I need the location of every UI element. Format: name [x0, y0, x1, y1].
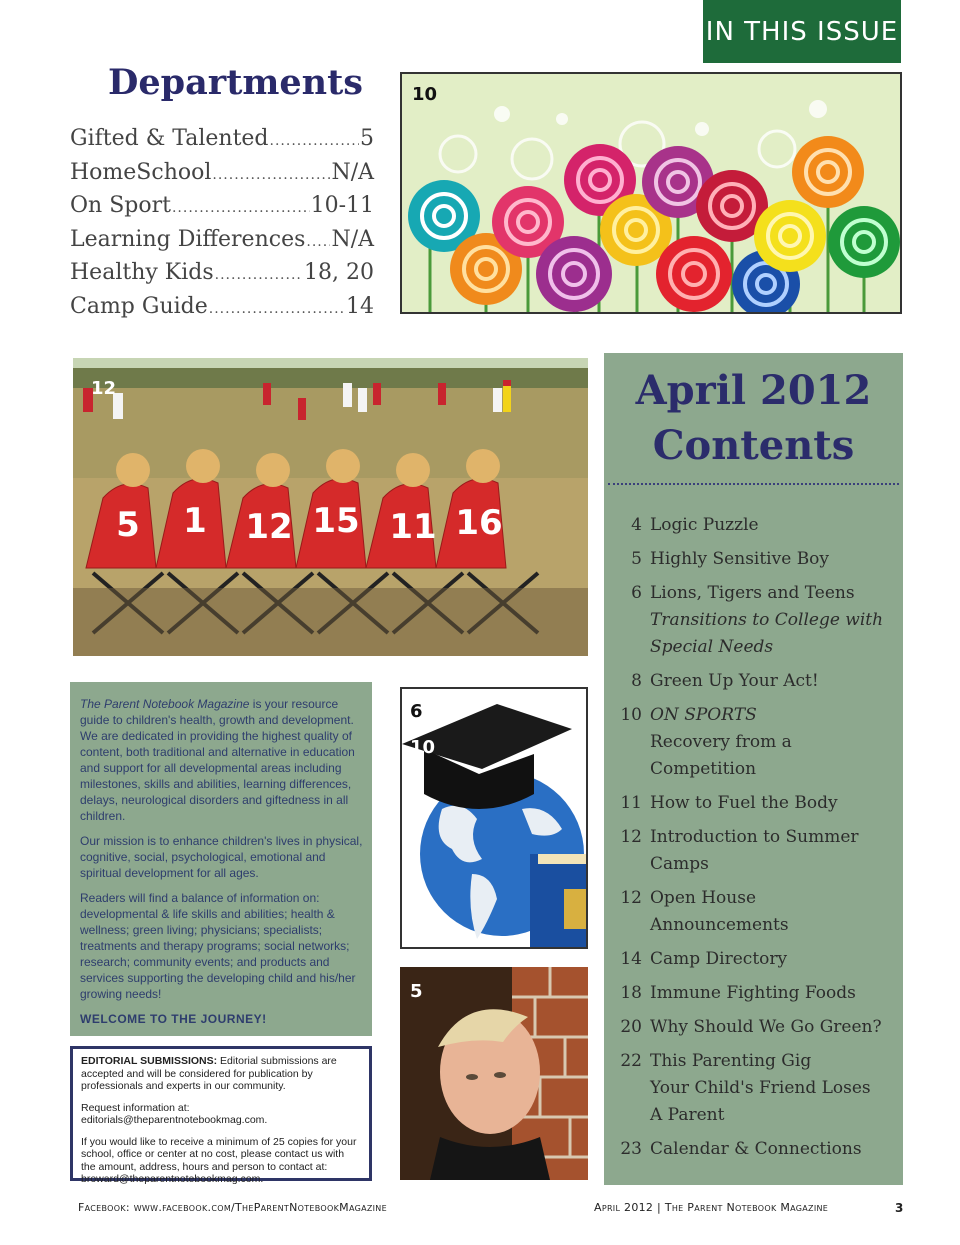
contents-title-text: Green Up Your Act! — [650, 671, 819, 691]
about-paragraph: Readers will find a balance of information on: developmental & life skills and abilities; health & wellness; green living; physicians; specialists; treatments and therapy programs; social networks; research; community events; and products and services supporting the developing child and his/her growing needs! — [80, 891, 356, 1001]
contents-page: 14 — [620, 949, 642, 969]
contents-title-text: Competition — [650, 759, 757, 779]
contents-page: 11 — [620, 793, 642, 813]
contents-title-text: Introduction to Summer — [650, 827, 859, 847]
contents-section-label: ON SPORTS — [650, 705, 757, 725]
contents-page: 10 — [620, 705, 642, 725]
jersey-number: 5 — [116, 505, 140, 545]
contents-item[interactable] — [619, 702, 899, 783]
contents-title-text: Immune Fighting Foods — [650, 983, 856, 1003]
department-item[interactable] — [70, 160, 374, 194]
page-number: 3 — [895, 1201, 904, 1215]
editorial-copies-paragraph: If you would like to receive a minimum of 25 copies for your school, office or center at no cost, please contact us with the amount, address, hours and person to contact at: broward@theparentnotebookmag.com. — [81, 1135, 357, 1185]
contents-item[interactable] — [619, 668, 899, 695]
department-item[interactable] — [70, 227, 374, 261]
editorial-label: EDITORIAL SUBMISSIONS: — [81, 1055, 218, 1067]
departments-list — [70, 126, 374, 327]
departments-title: Departments — [108, 62, 363, 103]
jersey-number: 12 — [245, 507, 293, 547]
department-page: 10-11 — [310, 193, 374, 218]
editorial-box — [70, 1046, 372, 1185]
leader-dots — [212, 167, 330, 183]
contents-page: 12 — [620, 888, 642, 908]
contents-item[interactable] — [619, 1014, 899, 1041]
department-label: Gifted & Talented — [70, 126, 269, 151]
contents-title-text: Highly Sensitive Boy — [650, 549, 830, 569]
magazine-name: The Parent Notebook Magazine — [80, 697, 250, 711]
contents-item[interactable] — [619, 546, 899, 573]
welcome-text: WELCOME TO THE JOURNEY! — [80, 1012, 267, 1026]
contents-title-text: Calendar & Connections — [650, 1139, 862, 1159]
department-page: N/A — [331, 159, 374, 185]
contents-subtitle: Transitions to College with — [650, 610, 884, 630]
editorial-text: Editorial submissions are accepted and will be considered for publication by professionals and experts in our community. — [81, 1055, 337, 1092]
contents-item[interactable] — [619, 580, 899, 661]
contents-panel — [604, 353, 903, 1185]
boy-photo[interactable] — [400, 967, 588, 1180]
soccer-art — [73, 358, 588, 656]
leader-dots — [270, 133, 359, 149]
leader-dots — [172, 200, 310, 216]
contents-title-text: Camp Directory — [650, 949, 788, 969]
contents-item[interactable] — [619, 946, 899, 973]
department-item[interactable] — [70, 294, 374, 328]
editorial-paragraph — [81, 1055, 361, 1093]
photo-page-number: 5 — [410, 981, 423, 1002]
jersey-number: 16 — [455, 503, 503, 543]
contents-title-text: Camps — [650, 854, 709, 874]
department-label: HomeSchool — [70, 159, 212, 185]
graduation-globe-illustration[interactable] — [400, 687, 588, 949]
contents-page: 20 — [620, 1017, 642, 1037]
contents-title-text: Announcements — [650, 915, 789, 935]
contents-page: 8 — [631, 671, 642, 691]
contents-title-text: Lions, Tigers and Teens — [650, 583, 855, 603]
contents-page: 18 — [620, 983, 642, 1003]
contents-title — [604, 363, 903, 473]
department-page: 5 — [360, 126, 374, 151]
contents-title-text: Your Child's Friend Loses — [650, 1078, 871, 1098]
contents-title-text: Recovery from a — [650, 732, 792, 752]
contents-subtitle: Special Needs — [650, 637, 774, 657]
contents-title-text: This Parenting Gig — [650, 1051, 812, 1071]
about-paragraph — [80, 696, 364, 824]
about-paragraph: Our mission is to enhance children's lives in physical, cognitive, social, psychological, emotional and spiritual development for all ages. — [80, 834, 363, 880]
contents-page: 22 — [620, 1051, 642, 1071]
department-item[interactable] — [70, 126, 374, 160]
contents-item[interactable] — [619, 512, 899, 539]
photo-page-number: 10 — [412, 84, 438, 105]
leader-dots — [215, 267, 303, 283]
department-page: 14 — [346, 293, 374, 319]
department-label: Learning Differences — [70, 226, 306, 252]
jersey-number: 11 — [389, 507, 437, 547]
roses-art — [402, 74, 900, 312]
contents-page: 23 — [620, 1139, 642, 1159]
contents-title-text: Open House — [650, 888, 757, 908]
contents-title-text: Why Should We Go Green? — [650, 1017, 882, 1037]
department-page: N/A — [331, 226, 374, 252]
jersey-number: 15 — [312, 501, 360, 541]
contents-page: 6 — [631, 583, 642, 603]
about-text: is your resource guide to children's health, growth and development. We are dedicated in providing the highest quality of content, both traditional and alternative in education and support for all developmental areas including milestones, skills and abilities, learning differences, delays, neurological disorders and giftedness in all children. — [80, 697, 355, 823]
contents-list — [619, 512, 899, 1170]
contents-title-text: Logic Puzzle — [650, 515, 759, 535]
contents-title-line1: April 2012 — [635, 367, 872, 414]
footer-facebook[interactable]: Facebook: www.facebook.com/TheParentNotebookMagazine — [78, 1201, 387, 1214]
department-item[interactable] — [70, 193, 374, 227]
contents-item[interactable] — [619, 1136, 899, 1163]
department-item[interactable] — [70, 260, 374, 294]
leader-dots — [306, 234, 330, 250]
graduation-globe-art — [402, 689, 586, 947]
photo-page-number: 6 — [410, 701, 423, 722]
contents-page: 5 — [631, 549, 642, 569]
boy-art — [400, 967, 588, 1180]
contents-item[interactable] — [619, 790, 899, 817]
contents-title-line2: Contents — [652, 422, 855, 469]
contents-title-text: A Parent — [650, 1105, 725, 1125]
contents-page: 4 — [631, 515, 642, 535]
contents-page: 12 — [620, 827, 642, 847]
footer-issue: April 2012 | The Parent Notebook Magazine — [594, 1201, 829, 1214]
department-page: 18, 20 — [304, 260, 374, 285]
department-label: Healthy Kids — [70, 260, 214, 285]
photo-page-number-secondary: 10 — [410, 737, 436, 758]
jersey-number: 1 — [183, 501, 207, 541]
about-box — [70, 682, 372, 1036]
dotted-divider — [608, 483, 899, 485]
leader-dots — [209, 301, 345, 317]
contents-title-text: How to Fuel the Body — [650, 793, 838, 813]
in-this-issue-tag: IN THIS ISSUE — [703, 0, 901, 63]
roses-illustration[interactable] — [400, 72, 902, 314]
editorial-email-line[interactable]: Request information at: editorials@theparentnotebookmag.com. — [81, 1101, 268, 1126]
contents-item[interactable] — [619, 824, 899, 878]
department-label: On Sport — [70, 193, 171, 218]
contents-item[interactable] — [619, 1048, 899, 1129]
department-label: Camp Guide — [70, 293, 208, 319]
contents-item[interactable] — [619, 885, 899, 939]
soccer-photo[interactable] — [73, 358, 588, 656]
photo-page-number: 12 — [91, 378, 117, 399]
contents-item[interactable] — [619, 980, 899, 1007]
